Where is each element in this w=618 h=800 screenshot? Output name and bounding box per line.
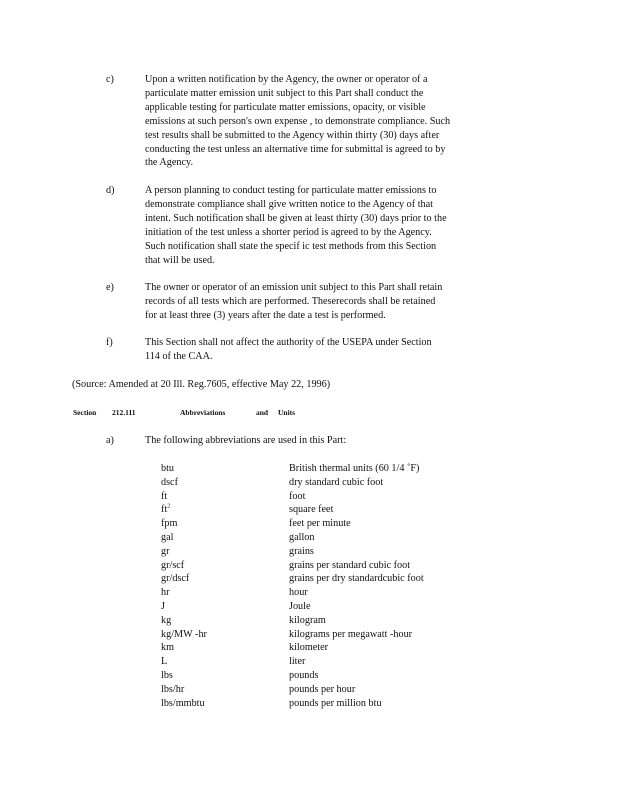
- table-row: [161, 559, 424, 573]
- paragraph-label: e): [106, 282, 114, 293]
- abbreviation-definition: pounds per hour: [289, 683, 356, 695]
- table-row: [161, 600, 424, 614]
- abbreviation-definition: kilogram: [289, 614, 326, 626]
- abbreviation-term: lbs/hr: [161, 683, 185, 695]
- abbreviation-definition: pounds per million btu: [289, 697, 382, 709]
- abbreviation-term: btu: [161, 463, 175, 474]
- paragraph-body: [145, 184, 516, 267]
- abbreviation-definition: kilograms per megawatt -hour: [289, 628, 413, 640]
- paragraph-line: intent. Such notification shall be given at least thirty (30) days prior to the: [145, 212, 447, 224]
- paragraph-label: f): [106, 337, 113, 348]
- abbreviation-definition: feet per minute: [289, 518, 351, 530]
- abbreviation-definition: kilometer: [289, 642, 329, 654]
- table-row: [161, 628, 424, 642]
- paragraph-body: [145, 336, 516, 364]
- paragraph-line: applicable testing for particulate matter emissions, opacity, or visible: [145, 101, 426, 113]
- table-row: [161, 531, 424, 545]
- abbreviation-term: gr/dscf: [161, 573, 190, 585]
- abbreviation-definition: gallon: [289, 531, 315, 543]
- abbreviation-term: gal: [161, 531, 174, 543]
- abbreviation-definition: grains per standard cubic foot: [289, 559, 411, 571]
- abbreviation-definition: liter: [289, 656, 306, 668]
- table-row: [161, 462, 424, 476]
- paragraph-c: [106, 73, 516, 170]
- abbreviation-definition: grains per dry standardcubic foot: [289, 573, 424, 585]
- paragraph-label: a): [106, 435, 114, 446]
- paragraph-label: c): [106, 74, 114, 85]
- abbreviation-definition: hour: [289, 587, 308, 599]
- table-row: [161, 503, 424, 517]
- paragraph-line: records of all tests which are performed. Theserecords shall be retained: [145, 295, 436, 307]
- paragraph-body: [145, 281, 516, 323]
- table-row: [161, 641, 424, 655]
- table-row: [161, 586, 424, 600]
- table-row: [161, 545, 424, 559]
- paragraph-line: The following abbreviations are used in this Part:: [145, 435, 347, 446]
- paragraph-d: [106, 184, 516, 267]
- paragraph-line: 114 of the CAA.: [145, 350, 213, 362]
- abbreviation-term: km: [161, 642, 175, 654]
- paragraph-f: [106, 336, 516, 364]
- abbreviation-term: ft: [161, 490, 168, 502]
- section-heading: [73, 408, 295, 417]
- table-row: [161, 517, 424, 531]
- table-row: [161, 683, 424, 697]
- section-title-word: Units: [278, 408, 296, 417]
- abbreviation-definition: British thermal units (60 1/4 ˚F): [289, 463, 420, 474]
- abbreviation-definition: pounds: [289, 669, 319, 681]
- abbreviation-term: kg: [161, 614, 172, 626]
- abbreviation-definition: dry standard cubic foot: [289, 476, 384, 488]
- table-row: [161, 572, 424, 586]
- paragraph-body: [145, 73, 516, 170]
- table-row: [161, 655, 424, 669]
- paragraph-line: initiation of the test unless a shorter period is agreed to by the Agency.: [145, 226, 432, 238]
- abbreviation-term: lbs: [161, 669, 173, 681]
- abbreviation-term: hr: [161, 587, 170, 599]
- paragraph-line: This Section shall not affect the authority of the USEPA under Section: [145, 337, 432, 348]
- table-row: [161, 669, 424, 683]
- paragraph-line: Upon a written notification by the Agency, the owner or operator of a: [145, 74, 428, 85]
- paragraph-line: particulate matter emission unit subject to this Part shall conduct the: [145, 87, 424, 99]
- table-row: [161, 614, 424, 628]
- abbreviation-definition: grains: [289, 545, 314, 557]
- paragraph-line: test results shall be submitted to the Agency within thirty (30) days after: [145, 129, 440, 141]
- source-note: (Source: Amended at 20 Ill. Reg.7605, effective May 22, 1996): [72, 379, 331, 390]
- paragraph-line: that will be used.: [145, 254, 215, 266]
- section-number: 212.111: [112, 408, 136, 417]
- abbreviation-term-superscript: 2: [167, 504, 171, 510]
- paragraph-line: the Agency.: [145, 157, 193, 169]
- paragraph-a: [106, 434, 516, 448]
- section-label: Section: [73, 408, 97, 417]
- paragraph-line: Such notification shall state the specif ic test methods from this Section: [145, 240, 437, 252]
- abbreviation-term: dscf: [161, 476, 178, 488]
- abbreviation-term: gr/scf: [161, 559, 185, 571]
- paragraph-line: demonstrate compliance shall give written notice to the Agency of that: [145, 198, 433, 210]
- paragraph-body: [145, 434, 516, 448]
- abbreviation-term: gr: [161, 545, 170, 557]
- abbreviation-term: kg/MW -hr: [161, 628, 207, 640]
- table-row: [161, 476, 424, 490]
- abbreviation-term: [161, 503, 289, 517]
- abbreviation-term-base: ft: [161, 504, 168, 516]
- abbreviation-term: J: [161, 600, 165, 612]
- paragraph-line: conducting the test unless an alternative time for submittal is agreed to by: [145, 143, 446, 155]
- paragraph-e: [106, 281, 516, 323]
- table-row: [161, 490, 424, 504]
- paragraph-line: A person planning to conduct testing for particulate matter emissions to: [145, 185, 437, 196]
- abbreviation-definition: foot: [289, 490, 306, 502]
- abbreviations-table: [161, 462, 424, 710]
- abbreviation-term: lbs/mmbtu: [161, 697, 205, 709]
- abbreviation-definition: Joule: [289, 600, 311, 612]
- section-title-word: Abbreviations: [180, 408, 226, 417]
- table-row: [161, 697, 424, 711]
- paragraph-line: for at least three (3) years after the date a test is performed.: [145, 309, 386, 321]
- paragraph-label: d): [106, 185, 115, 196]
- abbreviation-definition: square feet: [289, 504, 334, 516]
- abbreviation-term: fpm: [161, 518, 178, 530]
- paragraph-line: emissions at such person's own expense , to demonstrate compliance. Such: [145, 115, 451, 127]
- section-title-word: and: [256, 408, 269, 417]
- paragraph-line: The owner or operator of an emission unit subject to this Part shall retain: [145, 282, 443, 293]
- abbreviation-term: L: [161, 656, 168, 668]
